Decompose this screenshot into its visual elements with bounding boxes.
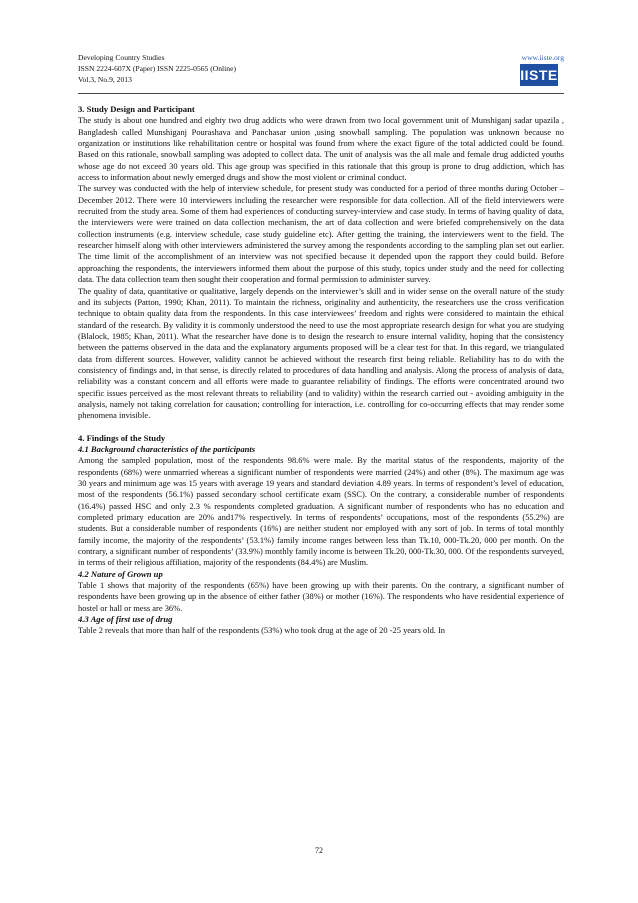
section-gap [78, 422, 564, 433]
section-4-2-paragraph: Table 1 shows that majority of the respondents (65%) have been growing up with their parents. On the contrary, a significant number of respondents have been growing up in the absence of either father (38%) or mother (16%). The respondents who have residential experience of hostel or hall or mess are 36%. [78, 580, 564, 613]
journal-header [78, 52, 564, 100]
article-body [78, 104, 564, 637]
journal-name: Developing Country Studies [78, 53, 165, 62]
subsection-4-3-heading: 4.3 Age of first use of drug [78, 614, 173, 625]
header-divider [78, 93, 564, 94]
section-3-paragraph-1: The study is about one hundred and eighty two drug addicts who were drawn from two local government unit of Munshiganj sadar upazila , Bangladesh called Munshiganj Pourashava and Panchasar union ,using snowball sampling. The population was unknown because no organization or institutions like rehabilitation centre or hospital was found from where the exact figure of the total addicted could be found. Based on this rationale, snowball sampling was adopted to collect data. The unit of analysis was the all male and female drug addicted youths whose age do not exceed 30 years old. This age group was specified in this rationale that this group is prone to drug addiction, which has access to information about newly emerged drugs and show the most violent or criminal conduct. [78, 115, 564, 183]
iiste-logo: IISTE [520, 64, 558, 86]
journal-info [78, 52, 236, 85]
section-4-1-paragraph: Among the sampled population, most of the respondents 98.6% were male. By the marital status of the respondents, majority of the respondents (68%) were unmarried whereas a significant number of respondents were married (24%) and other (8%). The maximum age was 30 years and minimum age was 15 years with average 19 years and standard deviation 4.89 years. In terms of respondent’s level of education, most of the respondents (56.1%) passed secondary school certificate exam (SSC). On the contrary, a considerable number of respondents (16.4%) passed HSC and only 2.3 % respondents completed graduation. A significant number of respondents who has no education and completed primary education are 20% and17% respectively. In terms of respondents’ occupations, most of the respondents (55.2%) are students. But a considerable number of respondents (16%) are neither student nor employed with any sort of job. In terms of total monthly family income, the majority of the respondents’ (53.1%) family income ranges between less than Tk.10, 000-Tk.20, 000 per month. On the contrary, a significant number of respondents’ (33.9%) monthly family income is between Tk.20, 000-Tk.30, 000. Of the respondents surveyed, in terms of their religious affiliation, majority of the respondents (84.4%) are Muslim. [78, 455, 564, 568]
journal-issn: ISSN 2224-607X (Paper) ISSN 2225-0565 (Online) [78, 64, 236, 73]
journal-volume: Vol.3, No.9, 2013 [78, 75, 132, 84]
section-3-heading: 3. Study Design and Participant [78, 104, 195, 114]
section-4-heading: 4. Findings of the Study [78, 432, 166, 443]
subsection-4-1-heading: 4.1 Background characteristics of the participants [78, 443, 256, 454]
page-content [78, 52, 564, 637]
section-3-paragraph-2: The survey was conducted with the help of interview schedule, for present study was conducted for a period of three months during October –December 2012. There were 10 interviewers including the researcher were responsible for data collection. All of the field interviewers were recruited from the study area. Some of them had experiences of conducting survey-interview and case study. In terms of having quality of data, the interviewers were were trained on data collection mechanism, the art of data collection and were briefed comprehensively on the data collection instruments (e.g. interview schedule, case study guideline etc). After getting the training, the interviewers went to the field. The researcher himself along with other interviewers administered the survey among the respondents according to the sampling plan set out earlier. The time limit of the accomplishment of an interview was not specified because it depended upon the rapport they could build. Before approaching the respondents, the interviewers informed them about the purpose of this study, topics under study and the need for collecting data. The data collection team then sought their cooperation and formal permission to administer survey. [78, 183, 564, 285]
section-4-3-paragraph: Table 2 reveals that more than half of the respondents (53%) who took drug at the age of 20 -25 years old. In [78, 625, 446, 636]
section-3-paragraph-3: The quality of data, quantitative or qualitative, largely depends on the interviewer’s skill and in wider sense on the overall nature of the study and its subjects (Patton, 1990; Khan, 2011). To maintain the richness, originality and authenticity, the researchers use the cross verification technique to obtain quality data from the respondents. In this case interviewees’ freedom and rights were considered to maintain the ethical standard of the research. By validity it is commonly understood the need to use the most appropriate research design for what you are studying (Blalock, 1985; Khan, 2011). What the researcher have done is to design the research to ensure internal validity, hoping that the consistency between the patterns observed in the data and the explanatory arguments proposed will be a clear test for that. In this regard, we triangulated data from different sources. However, validity cannot be achieved without the research first being reliable. Reliability has to do with the consistency of findings and, in that sense, is directly related to procedures of data handling and analysis. Along the process of analysis of data, reliability was a constant concern and all efforts were made to guarantee reliability of findings. The efforts were concentrated around two specific issues perceived as the most relevant threats to reliability (and to validity) within the research carried out - avoiding ambiguity in the analysis, namely not taking correlation for causation; controlling for interaction, i.e. controlling for co-occurring effects that may render some phenomena invisible. [78, 285, 564, 421]
subsection-4-2-heading: 4.2 Nature of Grown up [78, 568, 163, 579]
page-number: 72 [315, 846, 323, 855]
journal-url-link[interactable]: www.iiste.org [521, 53, 564, 62]
